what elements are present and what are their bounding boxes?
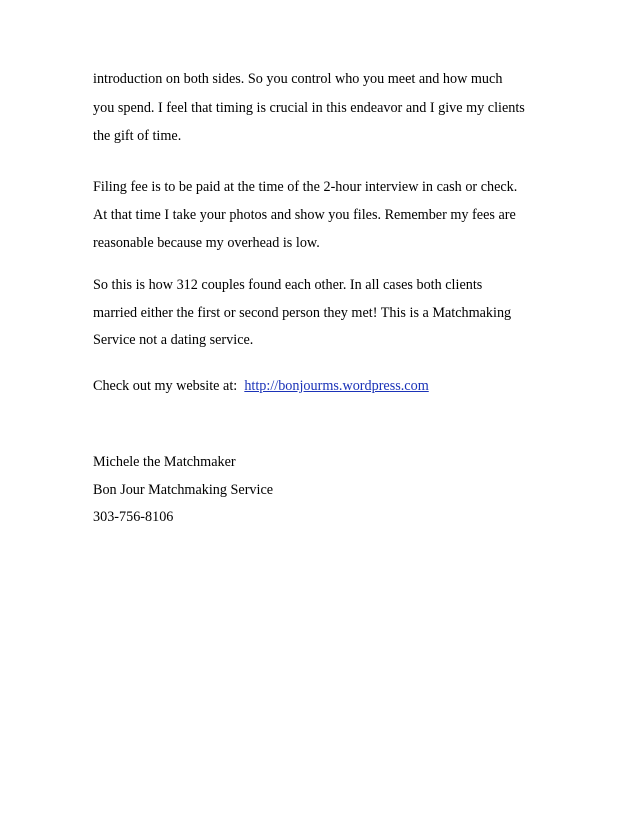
signature-business: Bon Jour Matchmaking Service — [93, 482, 274, 498]
paragraph-2-line-1: Filing fee is to be paid at the time of the 2-hour interview in cash or check. — [93, 179, 518, 195]
website-label: Check out my website at: — [93, 378, 245, 394]
paragraph-1-line-3: the gift of time. — [93, 128, 182, 144]
paragraph-2-line-3: reasonable because my overhead is low. — [93, 235, 320, 251]
signature-phone: 303-756-8106 — [93, 509, 174, 525]
paragraph-1-line-2: you spend. I feel that timing is crucial in this endeavor and I give my clients — [93, 100, 525, 116]
website-link[interactable]: http://bonjourms.wordpress.com — [244, 378, 429, 394]
paragraph-3-line-1: So this is how 312 couples found each other. In all cases both clients — [93, 277, 483, 293]
paragraph-3-line-2: married either the first or second person they met! This is a Matchmaking — [93, 305, 512, 321]
paragraph-1-line-1: introduction on both sides. So you control who you meet and how much — [93, 71, 503, 87]
website-line — [93, 377, 429, 395]
paragraph-3-line-3: Service not a dating service. — [93, 332, 254, 348]
signature-name: Michele the Matchmaker — [93, 454, 236, 470]
paragraph-2-line-2: At that time I take your photos and show you files. Remember my fees are — [93, 207, 516, 223]
